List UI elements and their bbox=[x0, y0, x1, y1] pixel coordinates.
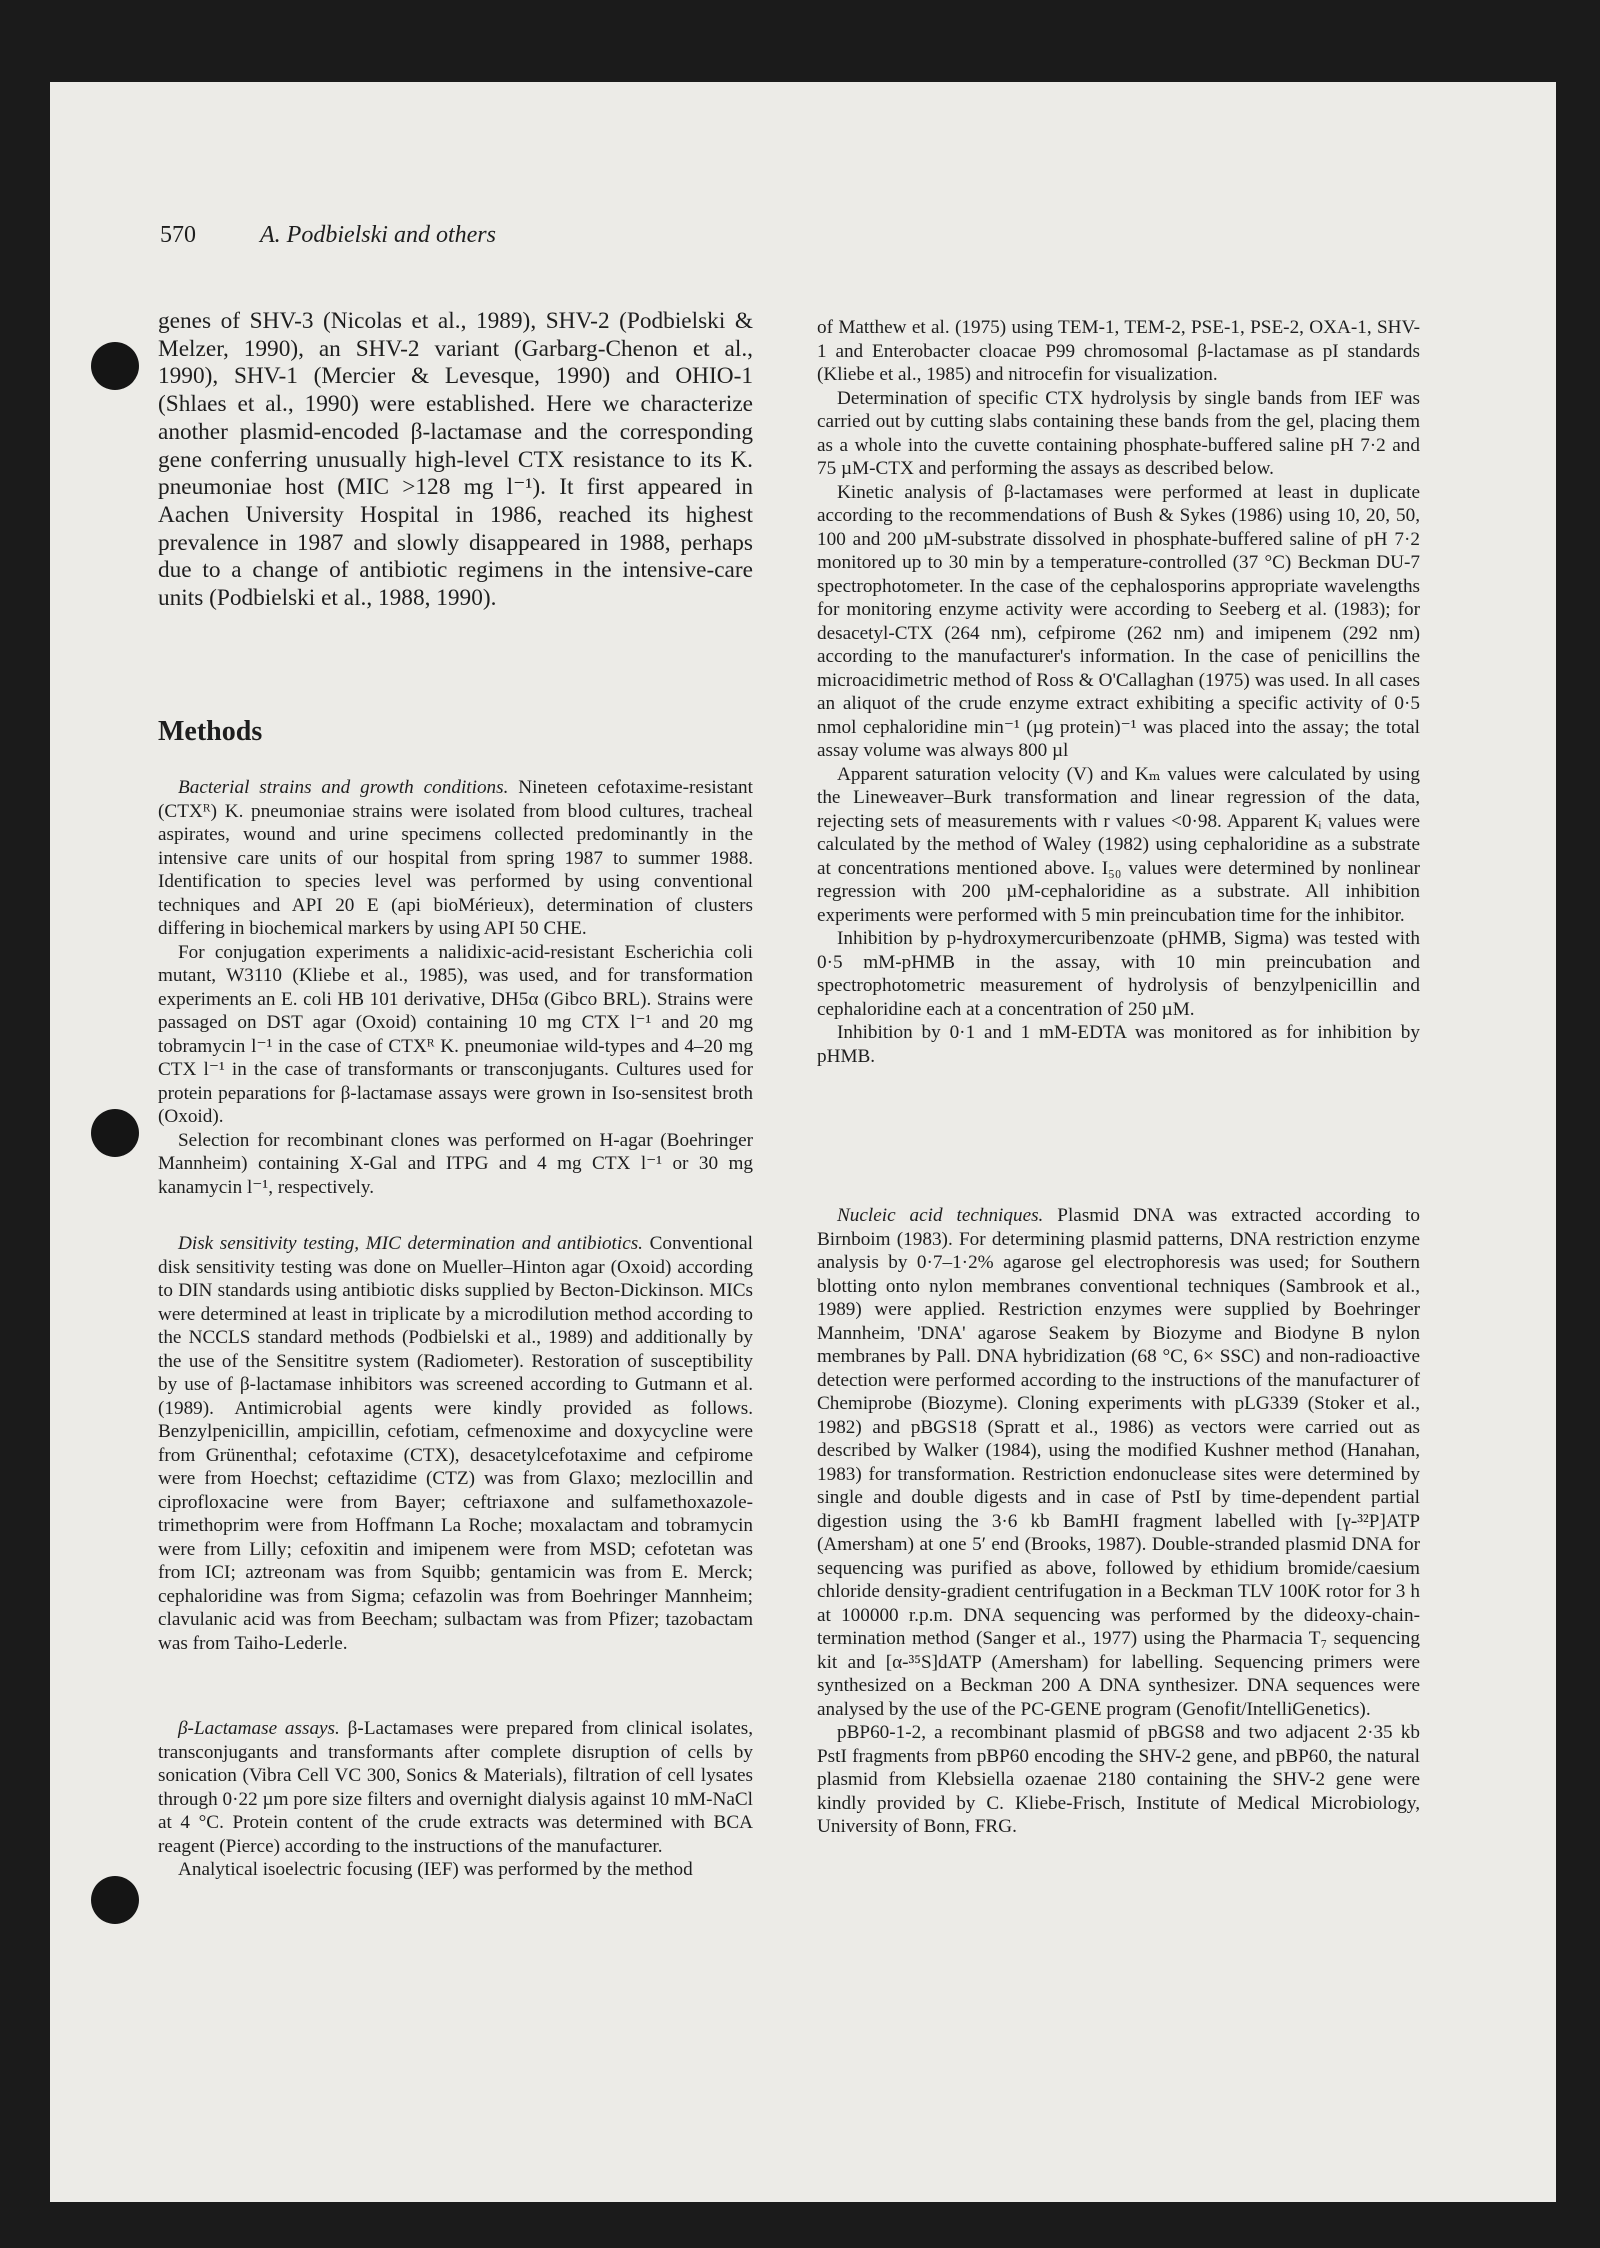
intro-paragraph bbox=[158, 308, 753, 613]
paragraph bbox=[817, 1204, 1420, 1721]
running-title: A. Podbielski and others bbox=[260, 222, 496, 248]
disk-sensitivity-section bbox=[158, 1232, 753, 1655]
punch-hole bbox=[91, 342, 139, 390]
run-in-heading: Disk sensitivity testing, MIC determination and antibiotics. bbox=[178, 1233, 643, 1254]
punch-hole bbox=[91, 1109, 139, 1157]
page-number: 570 bbox=[160, 222, 196, 248]
paragraph: pBP60-1-2, a recombinant plasmid of pBGS8 and two adjacent 2·35 kb PstI fragments from pBP60 encoding the SHV-2 gene, and pBP60, the natural plasmid from Klebsiella ozaenae 2180 containing the SHV-2 gene were kindly provided by C. Kliebe-Frisch, Institute of Medical Microbiology, University of Bonn, FRG. bbox=[817, 1722, 1420, 1837]
paragraph: Selection for recombinant clones was performed on H-agar (Boehringer Mannheim) containing X-Gal and ITPG and 4 mg CTX l⁻¹ or 30 mg kanamycin l⁻¹, respectively. bbox=[158, 1129, 753, 1198]
run-in-heading: Bacterial strains and growth conditions. bbox=[178, 777, 509, 798]
paragraph-text: Plasmid DNA was extracted according to Birnboim (1983). For determining plasmid patterns, DNA restriction enzyme analysis by 0·7–1·2% agarose gel electrophoresis was used; for Southern blotting onto nylon membranes conventional techniques (Sambrook et al., 1989) were applied. Restriction enzymes were supplied by Boehringer Mannheim, 'DNA' agarose Seakem by Biozyme and Biodyne B nylon membranes by Pall. DNA hybridization (68 °C, 6× SSC) and non-radioactive detection were performed according to the instructions of the manufacturer of Chemiprobe (Biozyme). Cloning experiments with pLG339 (Stoker et al., 1982) and pBGS18 (Spratt et al., 1986) as vectors were carried out as described by Walker (1984), using the modified Kushner method (Hanahan, 1983) for transformation. Restriction endonuclease sites were determined by single and double digests and in case of PstI by time-dependent partial digestion using the 3·6 kb BamHI fragment labelled with [γ-³²P]ATP (Amersham) at one 5′ end (Brooks, 1987). Double-stranded plasmid DNA for sequencing was purified as above, followed by ethidium bromide/caesium chloride density-gradient centrifugation in a Beckman TLV 100K rotor for 3 h at 100000 r.p.m. DNA sequencing was performed by the dideoxy-chain-termination method (Sanger et al., 1977) using the Pharmacia T₇ sequencing kit and [α-³⁵S]dATP (Amersham) for labelling. Sequencing primers were synthesized on a Beckman 200 A DNA synthesizer. DNA sequences were analysed by the use of the PC-GENE program (Genofit/IntelliGenetics). bbox=[817, 1205, 1421, 1720]
bacterial-strains-section bbox=[158, 776, 753, 1199]
paragraph: For conjugation experiments a nalidixic-acid-resistant Escherichia coli mutant, W3110 (Kliebe et al., 1985), was used, and for transformation experiments an E. coli HB 101 derivative, DH5α (Gibco BRL). Strains were passaged on DST agar (Oxoid) containing 10 mg CTX l⁻¹ and 20 mg tobramycin l⁻¹ in the case of CTXᴿ K. pneumoniae wild-types and 4–20 mg CTX l⁻¹ in the case of transformants or transconjugants. Cultures used for protein peparations for β-lactamase assays were grown in Iso-sensitest broth (Oxoid). bbox=[158, 941, 753, 1127]
beta-lactamase-section-continued bbox=[817, 316, 1420, 1068]
paragraph: Determination of specific CTX hydrolysis by single bands from IEF was carried out by cutting slabs containing these bands from the gel, placing them as a whole into the cuvette containing phosphate-buffered saline pH 7·2 and 75 µM-CTX and performing the assays as described below. bbox=[817, 387, 1420, 479]
paragraph: Analytical isoelectric focusing (IEF) was performed by the method bbox=[178, 1859, 693, 1880]
paragraph: Inhibition by p-hydroxymercuribenzoate (pHMB, Sigma) was tested with 0·5 mM-pHMB in the assay, with 10 min preincubation and spectrophotometric measurement of hydrolysis of benzylpenicillin and cephaloridine each at a concentration of 250 µM. bbox=[817, 928, 1420, 1020]
paragraph bbox=[158, 1232, 753, 1655]
intro-text: genes of SHV-3 (Nicolas et al., 1989), SHV-2 (Podbielski & Melzer, 1990), an SHV-2 variant (Garbarg-Chenon et al., 1990), SHV-1 (Mercier & Levesque, 1990) and OHIO-1 (Shlaes et al., 1990) were established. Here we characterize another plasmid-encoded β-lactamase and the corresponding gene conferring unusually high-level CTX resistance to its K. pneumoniae host (MIC >128 mg l⁻¹). It first appeared in Aachen University Hospital in 1986, reached its highest prevalence in 1987 and slowly disappeared in 1988, perhaps due to a change of antibiotic regimens in the intensive-care units (Podbielski et al., 1988, 1990). bbox=[158, 308, 753, 612]
punch-hole bbox=[91, 1876, 139, 1924]
nucleic-acid-section bbox=[817, 1204, 1420, 1839]
paragraph bbox=[158, 776, 753, 941]
paragraph-text: β-Lactamases were prepared from clinical isolates, transconjugants and transformants after complete disruption of cells by sonication (Vibra Cell VC 300, Sonics & Materials), filtration of cell lysates through 0·22 µm pore size filters and overnight dialysis against 10 mM-NaCl at 4 °C. Protein content of the crude extracts was determined with BCA reagent (Pierce) according to the instructions of the manufacturer. bbox=[158, 1718, 753, 1857]
paragraph: Apparent saturation velocity (V) and Kₘ values were calculated by using the Lineweaver–Burk transformation and linear regression of the data, rejecting sets of measurements with r values <0·98. Apparent Kᵢ values were calculated by the method of Waley (1982) using cephaloridine as a substrate at concentrations mentioned above. I₅₀ values were determined by nonlinear regression with 200 µM-cephaloridine as a substrate. All inhibition experiments were performed with 5 min preincubation time for the inhibitor. bbox=[817, 763, 1420, 926]
paragraph: Inhibition by 0·1 and 1 mM-EDTA was monitored as for inhibition by pHMB. bbox=[817, 1022, 1420, 1067]
paragraph: of Matthew et al. (1975) using TEM-1, TEM-2, PSE-1, PSE-2, OXA-1, SHV-1 and Enterobacter cloacae P99 chromosomal β-lactamase as pI standards (Kliebe et al., 1985) and nitrocefin for visualization. bbox=[817, 317, 1420, 385]
run-in-heading: Nucleic acid techniques. bbox=[837, 1205, 1044, 1226]
paragraph-text: Conventional disk sensitivity testing was done on Mueller–Hinton agar (Oxoid) according to DIN standards using antibiotic disks supplied by Becton-Dickinson. MICs were determined at least in triplicate by a microdilution method according to the NCCLS standard methods (Podbielski et al., 1989) and additionally by the use of the Sensititre system (Radiometer). Restoration of susceptibility by use of β-lactamase inhibitors was screened according to Gutmann et al. (1989). Antimicrobial agents were kindly provided as follows. Benzylpenicillin, ampicillin, cefotiam, cefmenoxime and doxycycline were from Grünenthal; cefotaxime (CTX), desacetylcefotaxime and cefpirome were from Hoechst; ceftazidime (CTZ) was from Glaxo; mezlocillin and ciprofloxacine were from Bayer; ceftriaxone and sulfamethoxazole-trimethoprim were from Hoffmann La Roche; moxalactam and tobramycin were from Lilly; cefoxitin and imipenem were from MSD; cefotetan was from ICI; aztreonam was from Squibb; gentamicin was from E. Merck; cephaloridine was from Sigma; cefazolin was from Boehringer Mannheim; clavulanic acid was from Beecham; sulbactam was from Pfizer; tazobactam was from Taiho-Lederle. bbox=[158, 1233, 753, 1654]
beta-lactamase-section bbox=[158, 1717, 753, 1882]
run-in-heading: β-Lactamase assays. bbox=[178, 1718, 340, 1739]
paragraph bbox=[158, 1717, 753, 1858]
running-header bbox=[160, 222, 496, 249]
section-heading-methods: Methods bbox=[158, 716, 263, 747]
paragraph: Kinetic analysis of β-lactamases were performed at least in duplicate according to the recommendations of Bush & Sykes (1986) using 10, 20, 50, 100 and 200 µM-substrate dissolved in phosphate-buffered saline of pH 7·2 monitored up to 30 min by a temperature-controlled (37 °C) Beckman DU-7 spectrophotometer. In the case of the cephalosporins appropriate wavelengths for monitoring enzyme activity were according to Seeberg et al. (1983); for desacetyl-CTX (264 nm), cefpirome (262 nm) and imipenem (292 nm) according to the manufacturer's information. In the case of penicillins the microacidimetric method of Ross & O'Callaghan (1975) was used. In all cases an aliquot of the crude enzyme extract exhibiting a specific activity of 0·5 nmol cephaloridine min⁻¹ (µg protein)⁻¹ was placed into the assay; the total assay volume was always 800 µl bbox=[817, 481, 1420, 761]
paragraph-text: Nineteen cefotaxime-resistant (CTXᴿ) K. pneumoniae strains were isolated from blood cultures, tracheal aspirates, wound and urine specimens collected predominantly in the intensive care units of our hospital from spring 1987 to summer 1988. Identification to species level was performed by using conventional techniques and API 20 E (api bioMérieux), determination of clusters differing in biochemical markers by using API 50 CHE. bbox=[158, 777, 753, 939]
